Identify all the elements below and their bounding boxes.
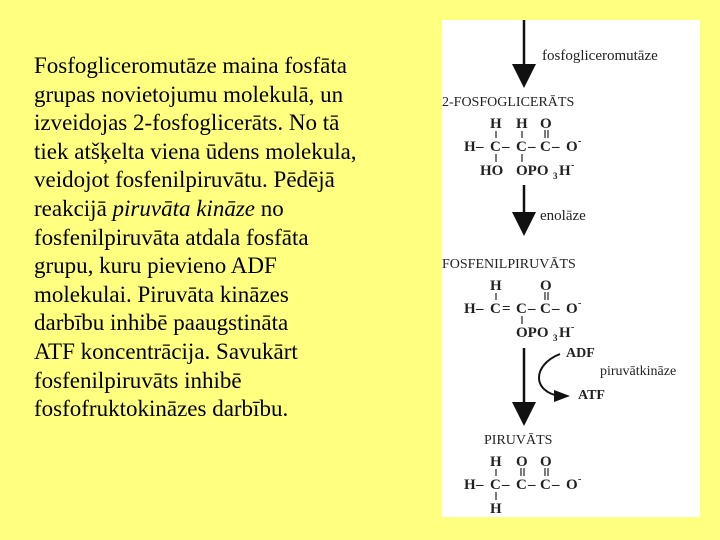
atom-c: C	[540, 301, 551, 317]
atom-h: H	[516, 116, 528, 132]
group-ho: HO	[480, 163, 504, 179]
group-opo3: OPO	[516, 325, 549, 341]
text-line: grupas novietojumu molekulā, un	[34, 81, 344, 107]
atom-h: H	[490, 454, 502, 470]
atom-c: C	[540, 139, 551, 155]
compound-name-1: 2-FOSFOGLICERĀTS	[442, 95, 575, 110]
bond-dash: –	[476, 139, 484, 155]
atom-h: H	[559, 163, 571, 179]
text-fragment: reakcijā	[34, 195, 113, 221]
structure-2pg	[464, 116, 581, 181]
text-line: grupu, kuru pievieno ADF	[34, 253, 277, 279]
atom-o: O	[540, 116, 552, 132]
charge-minus: -	[578, 474, 582, 485]
atom-c: C	[540, 477, 551, 493]
atom-o: O	[566, 477, 578, 493]
bond-dash: –	[502, 477, 510, 493]
text-line: veidojot fosfenilpiruvātu. Pēdējā	[34, 167, 335, 193]
text-line: ATF koncentrācija. Savukārt	[34, 338, 298, 364]
atom-c: C	[490, 301, 501, 317]
text-line: fosfenilpiruvāta atdala fosfāta	[34, 224, 309, 250]
bond-dash: –	[528, 477, 536, 493]
arrowhead-2	[512, 212, 536, 236]
atom-o: O	[566, 139, 578, 155]
subscript-3: 3	[553, 333, 558, 343]
text-line: molekulai. Piruvāta kināzes	[34, 281, 289, 307]
bond-dash: –	[476, 301, 484, 317]
text-fragment: no	[254, 195, 284, 221]
atom-c: C	[490, 139, 501, 155]
text-line	[34, 195, 434, 224]
atom-c: C	[516, 477, 527, 493]
group-opo3: OPO	[516, 163, 549, 179]
atom-h: H	[464, 301, 476, 317]
compound-name-2: FOSFENILPIRUVĀTS	[442, 257, 576, 272]
atom-c: C	[516, 139, 527, 155]
text-line: izveidojas 2-fosfoglicerāts. No tā	[34, 110, 340, 136]
charge-minus: -	[571, 160, 575, 171]
bond-dash: –	[476, 477, 484, 493]
atom-o: O	[540, 454, 552, 470]
subscript-3: 3	[553, 171, 558, 181]
text-line: Fosfogliceromutāze maina fosfāta	[34, 53, 347, 78]
reaction-svg	[442, 20, 700, 517]
arrowhead-3	[512, 402, 536, 426]
cofactor-out-label: ATF	[578, 388, 605, 403]
text-line: fosfenilpiruvāts inhibē	[34, 367, 242, 393]
text-line: tiek atšķelta viena ūdens molekula,	[34, 138, 357, 164]
cofactor-in-label: ADF	[566, 346, 595, 361]
reaction-diagram	[442, 20, 700, 517]
bond-double: =	[502, 301, 511, 317]
atom-h: H	[464, 477, 476, 493]
charge-minus: -	[578, 136, 582, 147]
atom-h: H	[490, 278, 502, 294]
atom-c: C	[490, 477, 501, 493]
compound-name-3: PIRUVĀTS	[484, 433, 553, 448]
bond-dash: –	[552, 301, 560, 317]
atom-c: C	[516, 301, 527, 317]
arrowhead-1	[512, 64, 536, 88]
atom-o: O	[540, 278, 552, 294]
enzyme-label-1: fosfogliceromutāze	[542, 48, 658, 64]
bond-dash: –	[528, 301, 536, 317]
atom-h: H	[464, 139, 476, 155]
atom-h: H	[490, 501, 502, 517]
charge-minus: -	[571, 322, 575, 333]
bond-dash: –	[552, 477, 560, 493]
cofactor-curve	[539, 354, 560, 396]
atom-o: O	[566, 301, 578, 317]
enzyme-name-italic: piruvāta kināze	[112, 195, 255, 221]
text-line: fosfofruktokināzes darbību.	[34, 396, 289, 422]
cofactor-arrowhead	[554, 390, 570, 402]
enzyme-label-3: piruvātkināze	[600, 364, 677, 379]
description-text	[34, 52, 434, 424]
enzyme-label-2: enolāze	[540, 208, 586, 224]
atom-o: O	[516, 454, 528, 470]
text-line: darbību inhibē paaugstināta	[34, 310, 289, 336]
bond-dash: –	[552, 139, 560, 155]
structure-pep	[464, 278, 581, 343]
bond-dash: –	[528, 139, 536, 155]
charge-minus: -	[578, 298, 582, 309]
bond-dash: –	[502, 139, 510, 155]
atom-h: H	[559, 325, 571, 341]
atom-h: H	[490, 116, 502, 132]
structure-pyruvate	[464, 454, 581, 517]
